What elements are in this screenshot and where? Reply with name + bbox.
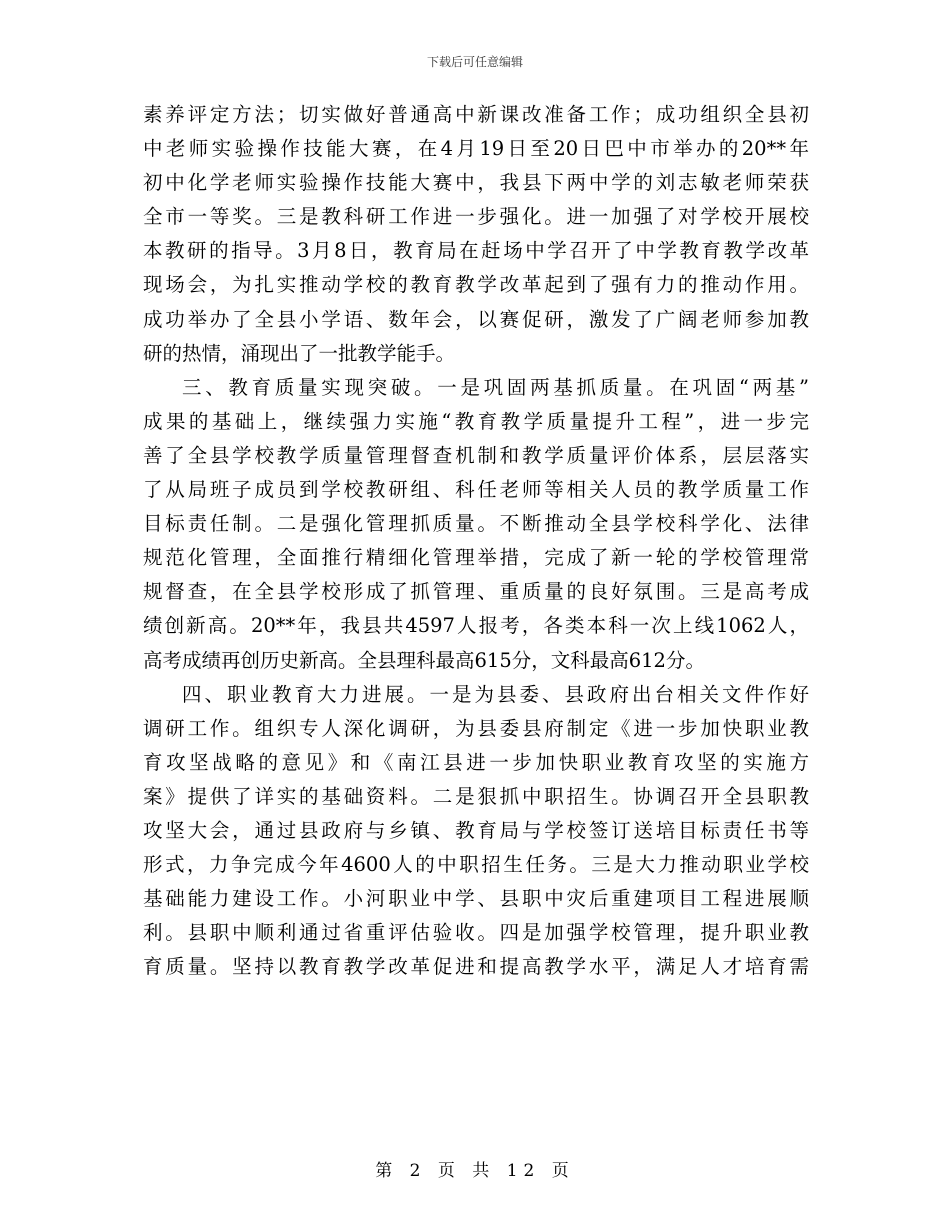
paragraph-line: 素养评定方法；切实做好普通高中新课改准备工作；成功组织全县初 bbox=[143, 103, 809, 126]
paragraph-line: 攻坚大会，通过县政府与乡镇、教育局与学校签订送培目标责任书等 bbox=[143, 818, 809, 842]
paragraph-line: 全市一等奖。三是教科研工作进一步强化。进一加强了对学校开展校 bbox=[143, 205, 809, 229]
paragraph-2 bbox=[143, 371, 809, 678]
paragraph-line: 案》提供了详实的基础资料。二是狠抓中职招生。协调召开全县职教 bbox=[143, 784, 809, 808]
paragraph-line: 研的热情，涌现出了一批教学能手。 bbox=[143, 341, 456, 365]
paragraph-line: 形式，力争完成今年4600人的中职招生任务。三是大力推动职业学校 bbox=[143, 853, 809, 877]
paragraph-3 bbox=[143, 678, 809, 985]
document-body bbox=[143, 98, 809, 984]
paragraph-line: 初中化学老师实验操作技能大赛中，我县下两中学的刘志敏老师荣获 bbox=[143, 171, 809, 195]
paragraph-line: 高考成绩再创历史新高。全县理科最高615分，文科最高612分。 bbox=[143, 648, 705, 672]
paragraph-line: 善了全县学校教学质量管理督查机制和教学质量评价体系，层层落实 bbox=[143, 443, 809, 467]
paragraph-line: 调研工作。组织专人深化调研，为县委县府制定《进一步加快职业教 bbox=[143, 716, 809, 740]
paragraph-line: 规范化管理，全面推行精细化管理举措，完成了新一轮的学校管理常 bbox=[143, 546, 809, 570]
paragraph-line: 规督查，在全县学校形成了抓管理、重质量的良好氛围。三是高考成 bbox=[143, 580, 809, 604]
paragraph-line: 利。县职中顺利通过省重评估验收。四是加强学校管理，提升职业教 bbox=[143, 921, 809, 945]
paragraph-line: 育攻坚战略的意见》和《南江县进一步加快职业教育攻坚的实施方 bbox=[143, 750, 809, 774]
paragraph-line: 成功举办了全县小学语、数年会，以赛促研，激发了广阔老师参加教 bbox=[143, 307, 809, 331]
paragraph-line: 绩创新高。20**年，我县共4597人报考，各类本科一次上线1062人， bbox=[143, 614, 809, 638]
paragraph-line: 基础能力建设工作。小河职业中学、县职中灾后重建项目工程进展顺 bbox=[143, 887, 809, 911]
paragraph-line: 现场会，为扎实推动学校的教育教学改革起到了强有力的推动作用。 bbox=[143, 273, 809, 297]
paragraph-line: 成果的基础上，继续强力实施“教育教学质量提升工程”，进一步完 bbox=[143, 409, 809, 433]
paragraph-line: 目标责任制。二是强化管理抓质量。不断推动全县学校科学化、法律 bbox=[143, 512, 809, 536]
paragraph-line: 了从局班子成员到学校教研组、科任老师等相关人员的教学质量工作 bbox=[143, 478, 809, 502]
page-footer: 第 2 页 共 12 页 bbox=[375, 1161, 575, 1181]
paragraph-line: 育质量。坚持以教育教学改革促进和提高教学水平，满足人才培育需 bbox=[143, 955, 809, 979]
paragraph-line: 本教研的指导。3月8日，教育局在赶场中学召开了中学教育教学改革 bbox=[143, 239, 809, 263]
paragraph-line: 四、职业教育大力进展。一是为县委、县政府出台相关文件作好 bbox=[182, 682, 809, 706]
paragraph-line: 三、教育质量实现突破。一是巩固两基抓质量。在巩固“两基” bbox=[182, 375, 809, 399]
paragraph-line: 中老师实验操作技能大赛，在4月19日至20日巴中市举办的20**年 bbox=[143, 137, 809, 161]
page-header: 下载后可任意编辑 bbox=[426, 55, 523, 69]
paragraph-1 bbox=[143, 98, 809, 371]
